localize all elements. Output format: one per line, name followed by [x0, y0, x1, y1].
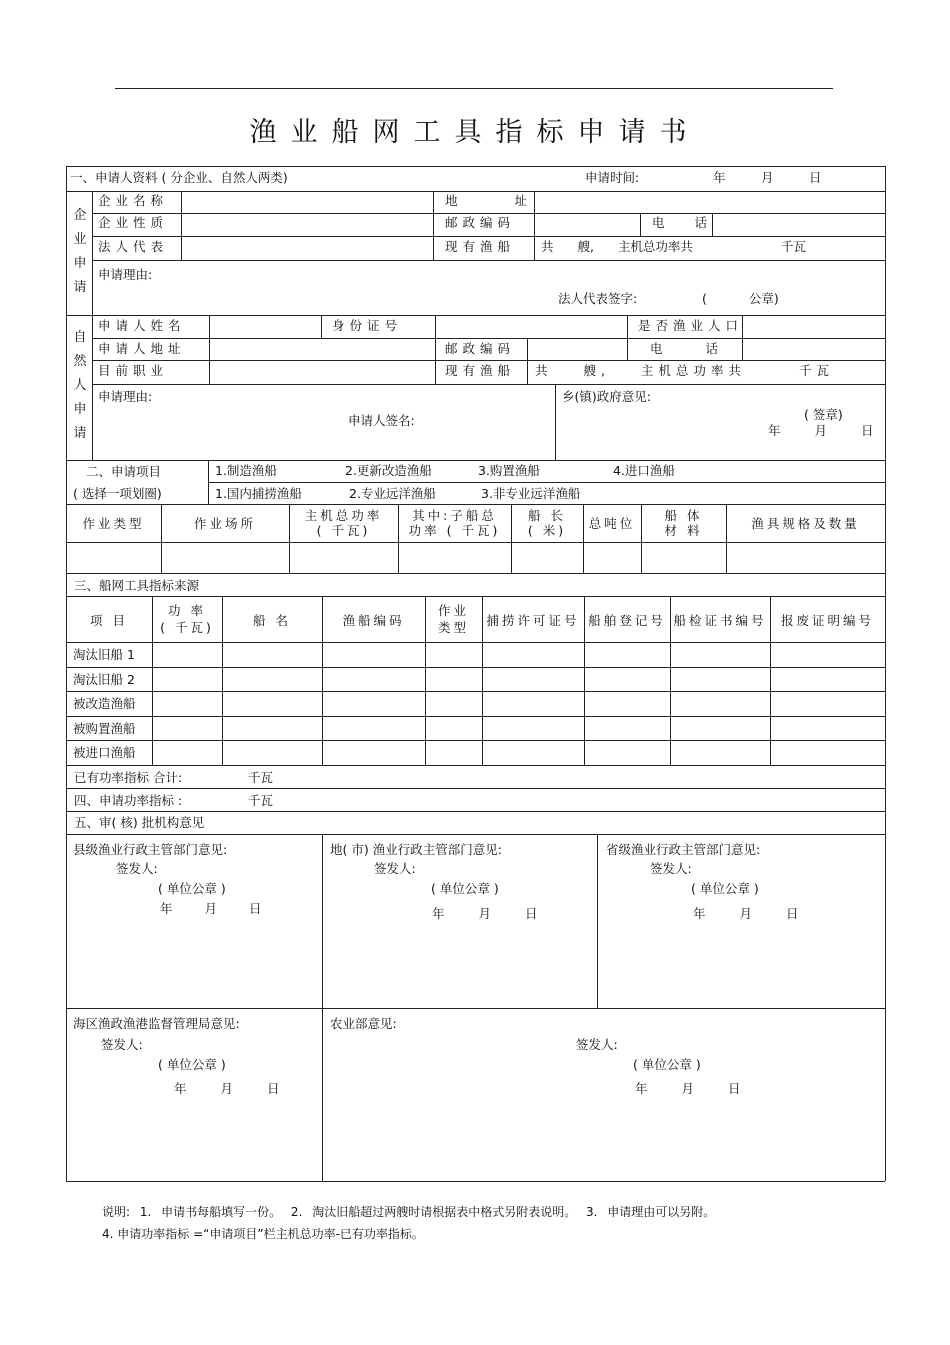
enterprise-kw: 千瓦 — [781, 239, 807, 254]
table-row-label: 被购置渔船 — [73, 721, 136, 736]
harbor-seal: ( 单位公章 ) — [158, 1057, 226, 1072]
enterprise-boats-label: 现有渔船 — [445, 239, 516, 254]
person-reason-field[interactable] — [92, 385, 554, 460]
county-label: 县级渔业行政主管部门意见: — [73, 842, 228, 857]
person-id-field[interactable] — [436, 316, 626, 338]
person-signature-label: 申请人签名: — [348, 413, 415, 428]
section2-col-header: 其中:子船总 功率 ( 千瓦) — [408, 508, 501, 538]
province-seal: ( 单位公章 ) — [691, 881, 759, 896]
person-job-field[interactable] — [210, 361, 435, 383]
section3-col-header: 捕捞许可证号 — [486, 613, 580, 628]
grid-line — [92, 260, 885, 261]
grid-line — [66, 596, 885, 597]
person-postcode-field[interactable] — [528, 339, 628, 360]
person-id-label: 身份证号 — [332, 318, 403, 333]
enterprise-reason-label: 申请理由: — [98, 267, 153, 282]
notes-line1: 说明: 1. 申请书每船填写一份。 2. 淘汰旧船超过两艘时请根据表中格式另附表说明。 3. 申请理由可以另附。 — [102, 1205, 716, 1219]
section2-input-cell[interactable] — [512, 543, 582, 572]
section2-col-header: 主机总功率 ( 千瓦) — [304, 508, 383, 538]
table-cell[interactable] — [483, 668, 583, 690]
section3-col-header: 渔船编码 — [342, 613, 405, 628]
section2-col-header: 总吨位 — [588, 516, 636, 531]
county-opinion-box[interactable] — [67, 836, 321, 1008]
section3-col-header: 报废证明编号 — [780, 613, 874, 628]
harbor-label: 海区渔政渔港监督管理局意见: — [73, 1016, 240, 1031]
notes-line2: 4. 申请功率指标 =“申请项目”栏主机总功率-已有功率指标。 — [102, 1227, 424, 1241]
county-signer: 签发人: — [116, 861, 158, 876]
person-reason-label: 申请理由: — [98, 389, 153, 404]
enterprise-seal-label: ( 公章) — [702, 291, 779, 306]
existing-power-unit: 千瓦 — [248, 770, 274, 785]
table-cell[interactable] — [426, 741, 481, 764]
section1-header: 一、申请人资料 ( 分企业、自然人两类) — [70, 170, 288, 185]
table-cell[interactable] — [323, 741, 424, 764]
table-cell[interactable] — [483, 717, 583, 739]
table-cell[interactable] — [323, 668, 424, 690]
section2-col-header: 作业类型 — [82, 516, 145, 531]
section2-input-cell[interactable] — [727, 543, 884, 572]
grid-line — [66, 1008, 885, 1009]
table-cell[interactable] — [771, 643, 884, 666]
table-cell[interactable] — [483, 643, 583, 666]
grid-line — [66, 765, 885, 766]
table-cell[interactable] — [153, 692, 221, 715]
enterprise-phone-label: 电 话 — [652, 215, 707, 230]
enterprise-phone-field[interactable] — [713, 214, 885, 235]
section2-col-header: 船 体 材 料 — [664, 508, 703, 538]
province-date: 年 月 日 — [693, 906, 799, 921]
option-domestic[interactable]: 1.国内捕捞渔船 — [215, 486, 302, 501]
table-cell[interactable] — [585, 717, 669, 739]
section3-col-header: 项 目 — [90, 613, 128, 628]
county-date: 年 月 日 — [160, 901, 262, 916]
table-cell[interactable] — [153, 741, 221, 764]
enterprise-nature-field[interactable] — [182, 214, 432, 235]
city-seal: ( 单位公章 ) — [431, 881, 499, 896]
province-label: 省级渔业行政主管部门意见: — [606, 842, 761, 857]
enterprise-reason-field[interactable] — [92, 262, 884, 314]
section4-label: 四、申请功率指标 : — [74, 793, 183, 808]
enterprise-postcode-field[interactable] — [535, 214, 639, 235]
section2-input-cell[interactable] — [162, 543, 288, 572]
enterprise-address-field[interactable] — [535, 192, 885, 213]
township-label: 乡(镇)政府意见: — [562, 389, 651, 404]
table-cell[interactable] — [153, 643, 221, 666]
harbor-opinion-box[interactable] — [67, 1010, 321, 1180]
section3-col-header: 船检证书编号 — [673, 613, 767, 628]
city-signer: 签发人: — [374, 861, 416, 876]
ministry-seal: ( 单位公章 ) — [633, 1057, 701, 1072]
table-cell[interactable] — [483, 692, 583, 715]
legal-rep-label: 法人代表 — [98, 239, 169, 254]
section2-subheader: ( 选择一项划圈) — [73, 486, 162, 501]
table-cell[interactable] — [153, 668, 221, 690]
table-cell[interactable] — [585, 668, 669, 690]
grid-line — [66, 460, 885, 461]
table-row-label: 淘汰旧船 1 — [73, 647, 135, 662]
county-seal: ( 单位公章 ) — [158, 881, 226, 896]
table-cell[interactable] — [585, 643, 669, 666]
section3-col-header: 功 率 ( 千瓦) — [160, 603, 214, 635]
grid-line — [433, 191, 434, 260]
city-date: 年 月 日 — [432, 906, 538, 921]
table-cell[interactable] — [671, 717, 769, 739]
table-cell[interactable] — [483, 741, 583, 764]
person-date: 年 月 日 — [768, 423, 874, 438]
legal-rep-field[interactable] — [182, 237, 432, 259]
table-cell[interactable] — [771, 692, 884, 715]
enterprise-boats-text: 共 艘, 主机总功率共 — [541, 239, 693, 254]
person-boats-label: 现有渔船 — [445, 363, 516, 378]
table-cell[interactable] — [585, 741, 669, 764]
document-title: 渔业船网工具指标申请书 — [249, 117, 701, 148]
grid-line — [208, 482, 885, 483]
enterprise-postcode-label: 邮政编码 — [445, 215, 516, 230]
option-purchase[interactable]: 3.购置渔船 — [478, 463, 540, 478]
table-row-label: 被进口渔船 — [73, 745, 136, 760]
enterprise-nature-label: 企业性质 — [98, 215, 169, 230]
enterprise-name-field[interactable] — [182, 192, 432, 213]
section3-col-header: 作业 类型 — [437, 603, 469, 635]
grid-line — [66, 788, 885, 789]
enterprise-side-label: 企业申请 — [73, 208, 87, 295]
apply-day: 日 — [809, 170, 822, 185]
table-cell[interactable] — [426, 668, 481, 690]
ministry-label: 农业部意见: — [330, 1016, 397, 1031]
enterprise-name-label: 企业名称 — [98, 193, 169, 208]
table-cell[interactable] — [426, 717, 481, 739]
section3-col-header: 船舶登记号 — [588, 613, 666, 628]
person-name-label: 申请人姓名 — [98, 318, 186, 333]
top-rule — [115, 88, 833, 89]
legal-signature-label: 法人代表签字: — [558, 291, 638, 306]
apply-month: 月 — [761, 170, 774, 185]
grid-line — [66, 811, 885, 812]
table-cell[interactable] — [223, 643, 321, 666]
option-import[interactable]: 4.进口渔船 — [613, 463, 675, 478]
section4-unit: 千瓦 — [248, 793, 274, 808]
grid-line — [66, 166, 885, 167]
ministry-opinion-box[interactable] — [323, 1010, 884, 1180]
harbor-date: 年 月 日 — [174, 1081, 280, 1096]
grid-line — [66, 504, 885, 505]
table-cell[interactable] — [426, 692, 481, 715]
table-cell[interactable] — [585, 692, 669, 715]
grid-line — [66, 1181, 885, 1182]
person-name-field[interactable] — [210, 316, 320, 338]
section2-input-cell[interactable] — [584, 543, 640, 572]
table-cell[interactable] — [323, 717, 424, 739]
existing-power-label: 已有功率指标 合计: — [74, 770, 183, 785]
apply-year: 年 — [713, 170, 726, 185]
section2-col-header: 作业场所 — [193, 516, 256, 531]
table-cell[interactable] — [323, 692, 424, 715]
table-cell[interactable] — [223, 717, 321, 739]
section3-col-header: 船 名 — [253, 613, 291, 628]
grid-line — [66, 834, 885, 835]
table-cell[interactable] — [671, 741, 769, 764]
table-cell[interactable] — [223, 741, 321, 764]
person-address-label: 申请人地址 — [98, 341, 186, 356]
person-phone-field[interactable] — [743, 339, 885, 360]
person-address-field[interactable] — [210, 339, 435, 360]
option-ocean-nonpro[interactable]: 3.非专业远洋渔船 — [481, 486, 581, 501]
apply-time-label: 申请时间: — [585, 170, 640, 185]
table-cell[interactable] — [153, 717, 221, 739]
enterprise-address-label: 地 址 — [445, 193, 527, 208]
section5-header: 五、审( 核) 批机构意见 — [74, 815, 205, 830]
table-cell[interactable] — [671, 643, 769, 666]
table-cell[interactable] — [771, 668, 884, 690]
table-row-label: 被改造渔船 — [73, 696, 136, 711]
option-build[interactable]: 1.制造渔船 — [215, 463, 277, 478]
ministry-signer: 签发人: — [576, 1037, 618, 1052]
section2-header: 二、申请项目 — [86, 464, 162, 479]
table-cell[interactable] — [323, 643, 424, 666]
fishery-pop-label: 是否渔业人口 — [638, 318, 744, 333]
option-renovate[interactable]: 2.更新改造渔船 — [345, 463, 432, 478]
harbor-signer: 签发人: — [101, 1037, 143, 1052]
province-signer: 签发人: — [650, 861, 692, 876]
grid-line — [885, 166, 886, 1181]
person-seal-label: ( 签章) — [804, 407, 843, 422]
ministry-date: 年 月 日 — [635, 1081, 741, 1096]
grid-line — [208, 460, 209, 504]
table-cell[interactable] — [426, 643, 481, 666]
table-cell[interactable] — [671, 692, 769, 715]
table-cell[interactable] — [223, 692, 321, 715]
province-opinion-box[interactable] — [598, 836, 884, 1008]
person-phone-label: 电 话 — [650, 341, 718, 356]
person-postcode-label: 邮政编码 — [445, 341, 516, 356]
person-boats-text: 共 艘, 主机总功率共 — [535, 363, 746, 378]
table-row-label: 淘汰旧船 2 — [73, 672, 135, 687]
table-cell[interactable] — [771, 717, 884, 739]
section2-col-header: 船 长 ( 米) — [527, 508, 567, 538]
section2-input-cell[interactable] — [67, 543, 160, 572]
section2-input-cell[interactable] — [399, 543, 510, 572]
section3-header: 三、船网工具指标来源 — [74, 578, 200, 593]
person-side-label: 自然人申请 — [73, 330, 87, 441]
table-cell[interactable] — [671, 668, 769, 690]
city-opinion-box[interactable] — [323, 836, 596, 1008]
person-job-label: 目前职业 — [98, 363, 169, 378]
table-cell[interactable] — [223, 668, 321, 690]
fishery-pop-field[interactable] — [743, 316, 885, 338]
section2-input-cell[interactable] — [290, 543, 397, 572]
option-ocean-pro[interactable]: 2.专业远洋渔船 — [349, 486, 436, 501]
grid-line — [640, 213, 641, 236]
section2-col-header: 渔具规格及数量 — [751, 516, 860, 531]
table-cell[interactable] — [771, 741, 884, 764]
city-label: 地( 市) 渔业行政主管部门意见: — [330, 842, 502, 857]
grid-line — [66, 573, 885, 574]
grid-line — [321, 315, 322, 338]
section2-input-cell[interactable] — [642, 543, 725, 572]
person-kw: 千瓦 — [799, 363, 835, 378]
